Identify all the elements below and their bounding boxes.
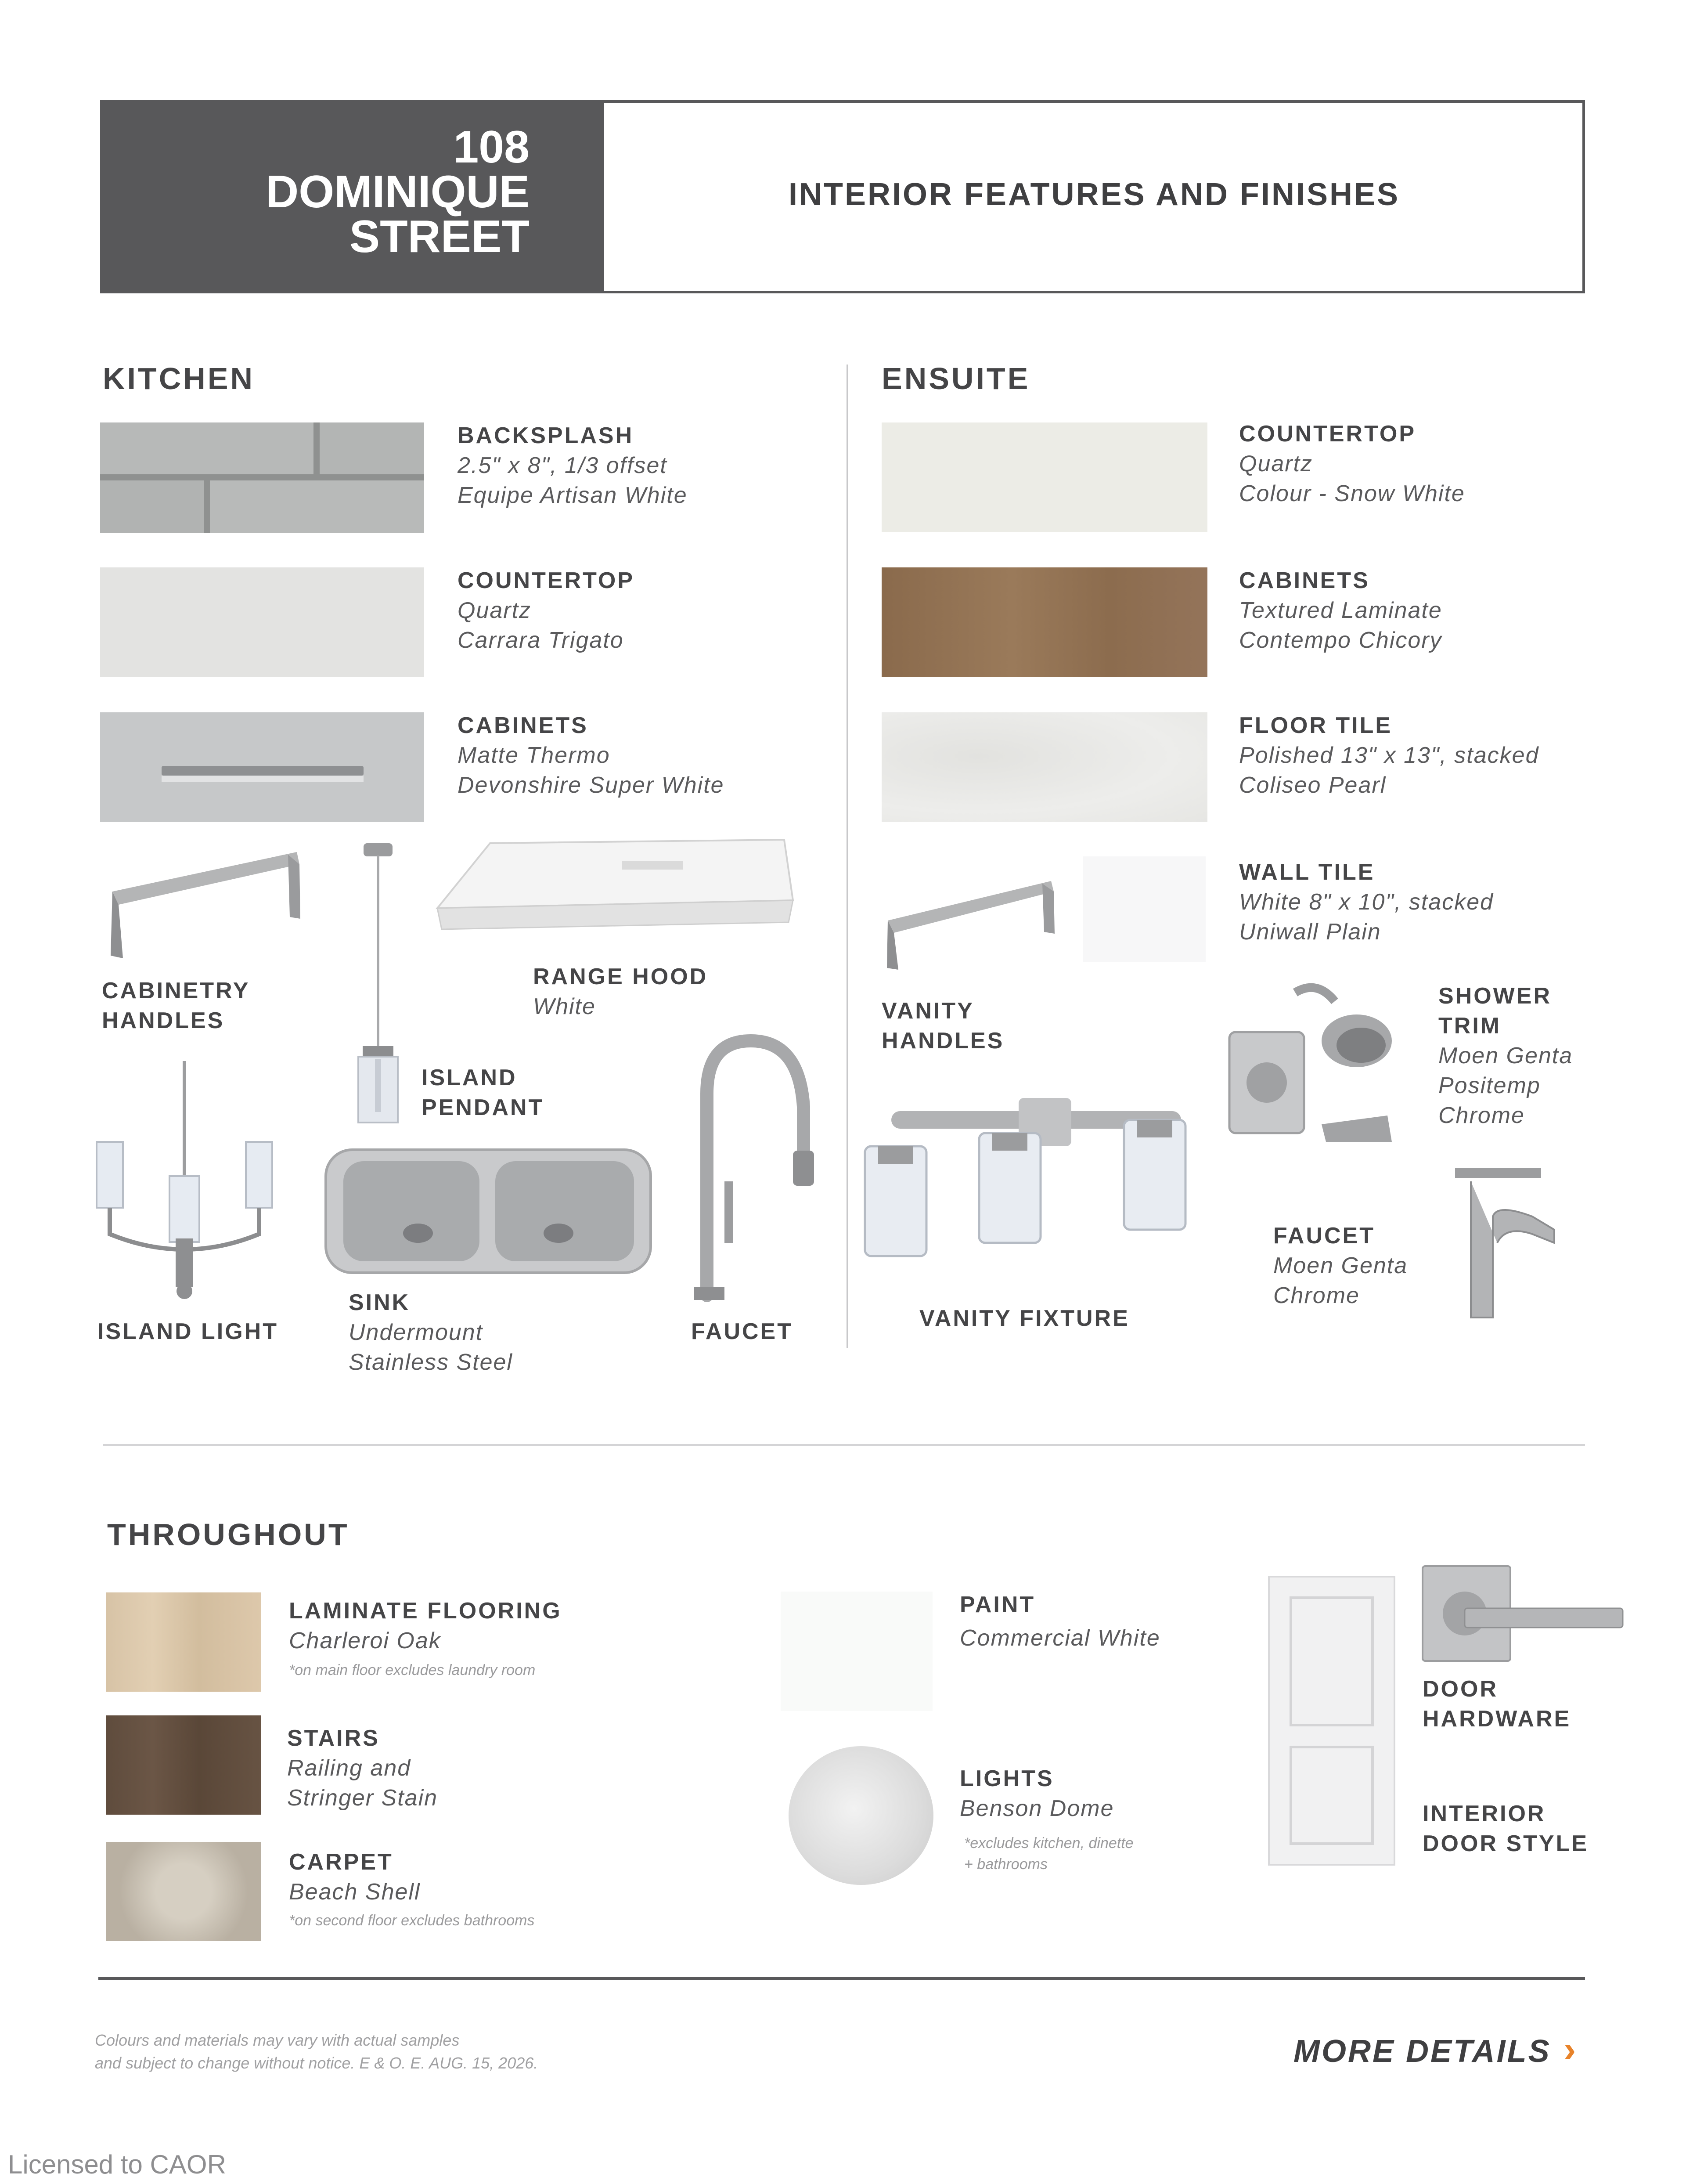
ensuite-faucet-image <box>1445 1164 1567 1326</box>
ensuite-cabinets-swatch <box>882 567 1207 677</box>
ensuite-faucet-finish: Chrome <box>1273 1283 1360 1308</box>
wall-tile-name: Uniwall Plain <box>1239 919 1381 945</box>
kitchen-cabinets-swatch <box>100 712 424 822</box>
ensuite-countertop-swatch <box>882 422 1207 532</box>
island-pendant-label-line2: PENDANT <box>422 1095 544 1120</box>
carpet-swatch <box>106 1842 261 1941</box>
wall-tile-size: White 8" x 10", stacked <box>1239 889 1494 915</box>
kitchen-cabinets-label: CABINETS <box>458 713 588 738</box>
ensuite-cabinets-finish: Textured Laminate <box>1239 598 1442 623</box>
island-light-image <box>83 1058 285 1309</box>
lights-note-line2: + bathrooms <box>964 1856 1048 1873</box>
sink-type: Undermount <box>349 1320 483 1345</box>
floor-tile-name: Coliseo Pearl <box>1239 773 1387 798</box>
vanity-fixture-image <box>861 1085 1203 1291</box>
paint-name: Commercial White <box>960 1625 1160 1651</box>
carpet-label: CARPET <box>289 1849 393 1875</box>
dome-light-image <box>789 1746 933 1885</box>
disclaimer-line2: and subject to change without notice. E & O. E. AUG. 15, 2026. <box>95 2054 538 2072</box>
shower-trim-image <box>1225 975 1427 1151</box>
kitchen-heading: KITCHEN <box>103 361 255 396</box>
wall-tile-label: WALL TILE <box>1239 859 1375 885</box>
lights-name: Benson Dome <box>960 1796 1114 1821</box>
cabinetry-handle-image <box>104 843 306 966</box>
ensuite-faucet-brand: Moen Genta <box>1273 1253 1408 1278</box>
backsplash-label: BACKSPLASH <box>458 423 634 448</box>
floor-tile-label: FLOOR TILE <box>1239 713 1393 738</box>
address-number: 108 <box>453 122 530 173</box>
disclaimer-line1: Colours and materials may vary with actual samples <box>95 2031 460 2049</box>
stairs-swatch <box>106 1715 261 1815</box>
floor-tile-size: Polished 13" x 13", stacked <box>1239 743 1539 768</box>
section-divider <box>103 1444 1585 1446</box>
door-hardware-label-line1: DOOR <box>1423 1676 1498 1702</box>
door-hardware-label-line2: HARDWARE <box>1423 1706 1571 1732</box>
lights-note-line1: *excludes kitchen, dinette <box>964 1835 1134 1852</box>
paint-label: PAINT <box>960 1592 1036 1617</box>
sink-material: Stainless Steel <box>349 1350 513 1375</box>
column-divider <box>847 365 848 1348</box>
address-block <box>100 100 604 293</box>
range-hood-image <box>433 834 797 944</box>
address-street-line2: STREET <box>349 211 530 262</box>
kitchen-faucet-label: FAUCET <box>691 1319 793 1344</box>
kitchen-cabinets-finish: Matte Thermo <box>458 743 610 768</box>
sink-label: SINK <box>349 1290 411 1315</box>
chevron-right-icon: › <box>1564 2029 1576 2070</box>
ensuite-cabinets-name: Contempo Chicory <box>1239 628 1442 653</box>
lights-label: LIGHTS <box>960 1766 1054 1791</box>
shower-trim-brand: Moen Genta <box>1438 1043 1573 1069</box>
stairs-label: STAIRS <box>287 1726 380 1751</box>
door-hardware-image <box>1421 1564 1627 1665</box>
island-pendant-image <box>349 840 407 1130</box>
shower-trim-label-line1: SHOWER <box>1438 983 1552 1009</box>
backsplash-swatch <box>100 422 424 533</box>
backsplash-size: 2.5" x 8", 1/3 offset <box>458 453 667 478</box>
island-pendant-label-line1: ISLAND <box>422 1065 517 1090</box>
ensuite-countertop-colour: Colour - Snow White <box>1239 481 1465 506</box>
throughout-heading: THROUGHOUT <box>107 1517 349 1552</box>
kitchen-countertop-label: COUNTERTOP <box>458 568 635 593</box>
interior-door-label-line1: INTERIOR <box>1423 1801 1546 1827</box>
page-title: INTERIOR FEATURES AND FINISHES <box>789 177 1400 212</box>
footer-rule <box>98 1977 1585 1980</box>
stairs-line2: Stringer Stain <box>287 1785 438 1811</box>
ensuite-cabinets-label: CABINETS <box>1239 568 1370 593</box>
shower-trim-finish: Chrome <box>1438 1103 1525 1128</box>
kitchen-cabinets-name: Devonshire Super White <box>458 773 724 798</box>
island-light-label: ISLAND LIGHT <box>97 1319 278 1344</box>
shower-trim-label-line2: TRIM <box>1438 1013 1502 1039</box>
ensuite-faucet-label: FAUCET <box>1273 1223 1375 1249</box>
sink-image <box>321 1145 655 1277</box>
kitchen-countertop-name: Carrara Trigato <box>458 628 624 653</box>
stairs-line1: Railing and <box>287 1755 411 1781</box>
laminate-note: *on main floor excludes laundry room <box>289 1662 536 1679</box>
floor-tile-swatch <box>882 712 1207 822</box>
carpet-name: Beach Shell <box>289 1879 421 1905</box>
carpet-note: *on second floor excludes bathrooms <box>289 1912 535 1929</box>
range-hood-colour: White <box>533 994 596 1019</box>
range-hood-label: RANGE HOOD <box>533 964 708 989</box>
ensuite-countertop-material: Quartz <box>1239 451 1313 477</box>
laminate-swatch <box>106 1592 261 1692</box>
more-details-label: MORE DETAILS <box>1293 2034 1551 2069</box>
wall-tile-swatch <box>1083 856 1206 962</box>
license-watermark: Licensed to CAOR <box>8 2150 226 2179</box>
laminate-name: Charleroi Oak <box>289 1628 441 1653</box>
cabinetry-handles-label-line2: HANDLES <box>102 1008 225 1033</box>
vanity-fixture-label: VANITY FIXTURE <box>919 1306 1130 1331</box>
backsplash-name: Equipe Artisan White <box>458 483 688 508</box>
shower-trim-model: Positemp <box>1438 1073 1541 1098</box>
address-street-line1: DOMINIQUE <box>266 166 530 217</box>
more-details-link[interactable] <box>1293 2028 1576 2071</box>
vanity-handles-label-line2: HANDLES <box>882 1028 1005 1054</box>
ensuite-heading: ENSUITE <box>882 361 1030 396</box>
interior-door-label-line2: DOOR STYLE <box>1423 1831 1589 1856</box>
kitchen-faucet-image <box>685 1023 825 1304</box>
kitchen-countertop-material: Quartz <box>458 598 532 623</box>
vanity-handles-label-line1: VANITY <box>882 998 974 1024</box>
interior-door-image <box>1268 1576 1395 1866</box>
ensuite-countertop-label: COUNTERTOP <box>1239 421 1416 447</box>
vanity-handle-image <box>883 872 1058 973</box>
paint-swatch <box>781 1592 933 1711</box>
kitchen-countertop-swatch <box>100 567 424 677</box>
laminate-label: LAMINATE FLOORING <box>289 1598 562 1624</box>
cabinetry-handles-label-line1: CABINETRY <box>102 978 250 1004</box>
